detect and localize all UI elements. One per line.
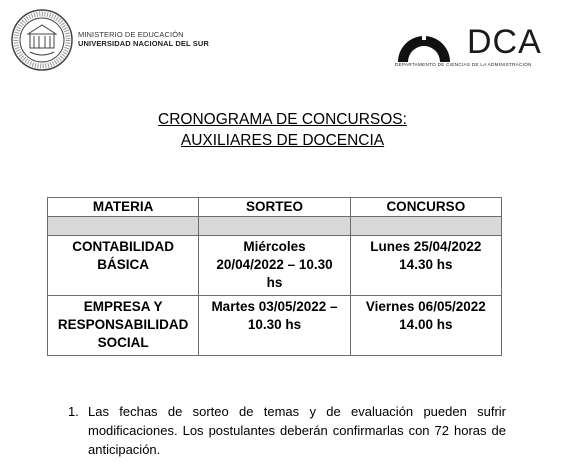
header-sorteo: SORTEO [199, 198, 350, 217]
footnote-item [68, 402, 506, 459]
table-header-row [48, 198, 502, 217]
cell-line: 20/04/2022 – 10.30 [216, 257, 333, 272]
cell-sorteo [199, 296, 350, 356]
cell-line: 14.00 hs [399, 317, 453, 332]
document-title-line-1: CRONOGRAMA DE CONCURSOS: [158, 111, 407, 128]
cell-concurso [350, 296, 501, 356]
cell-line: SOCIAL [97, 335, 149, 350]
cell-line: 14.30 hs [399, 257, 453, 272]
table-spacer-row [48, 217, 502, 236]
cell-line: Miércoles [243, 239, 306, 254]
dca-logo-text: DCA [467, 23, 542, 61]
spacer-cell [350, 217, 501, 236]
dca-logo-subtitle: DEPARTAMENTO DE CIENCIAS DE LA ADMINISTRACIÓN [395, 62, 532, 67]
cell-line: RESPONSABILIDAD [57, 317, 189, 332]
header-materia: MATERIA [48, 198, 199, 217]
cell-line: 10.30 hs [247, 317, 302, 332]
header-concurso: CONCURSO [350, 198, 501, 217]
cell-line: EMPRESA Y [83, 299, 163, 314]
footnote-text: Las fechas de sorteo de temas y de evaluación pueden sufrir modificaciones. Los postulantes deberán confirmarlas con 72 horas de anticipación. [88, 404, 506, 457]
cell-line: CONTABILIDAD [72, 239, 175, 254]
schedule-table [47, 197, 502, 356]
cell-line: BÁSICA [97, 257, 150, 272]
university-name: UNIVERSIDAD NACIONAL DEL SUR [78, 39, 209, 48]
table-row [48, 236, 502, 296]
university-seal-icon [10, 8, 74, 72]
cell-line: Viernes 06/05/2022 [365, 299, 486, 314]
cell-line: Lunes 25/04/2022 [370, 239, 482, 254]
spacer-cell [48, 217, 199, 236]
cell-materia [48, 296, 199, 356]
cell-sorteo [199, 236, 350, 296]
footnote-number: 1. [68, 404, 79, 419]
document-title-line-2: AUXILIARES DE DOCENCIA [180, 132, 385, 149]
cell-line: hs [266, 275, 283, 290]
spacer-cell [199, 217, 350, 236]
cell-line: Martes 03/05/2022 – [211, 299, 338, 314]
table-row [48, 296, 502, 356]
cell-materia [48, 236, 199, 296]
ministry-block [78, 30, 209, 48]
ministry-name: MINISTERIO DE EDUCACIÓN [78, 30, 184, 39]
cell-concurso [350, 236, 501, 296]
